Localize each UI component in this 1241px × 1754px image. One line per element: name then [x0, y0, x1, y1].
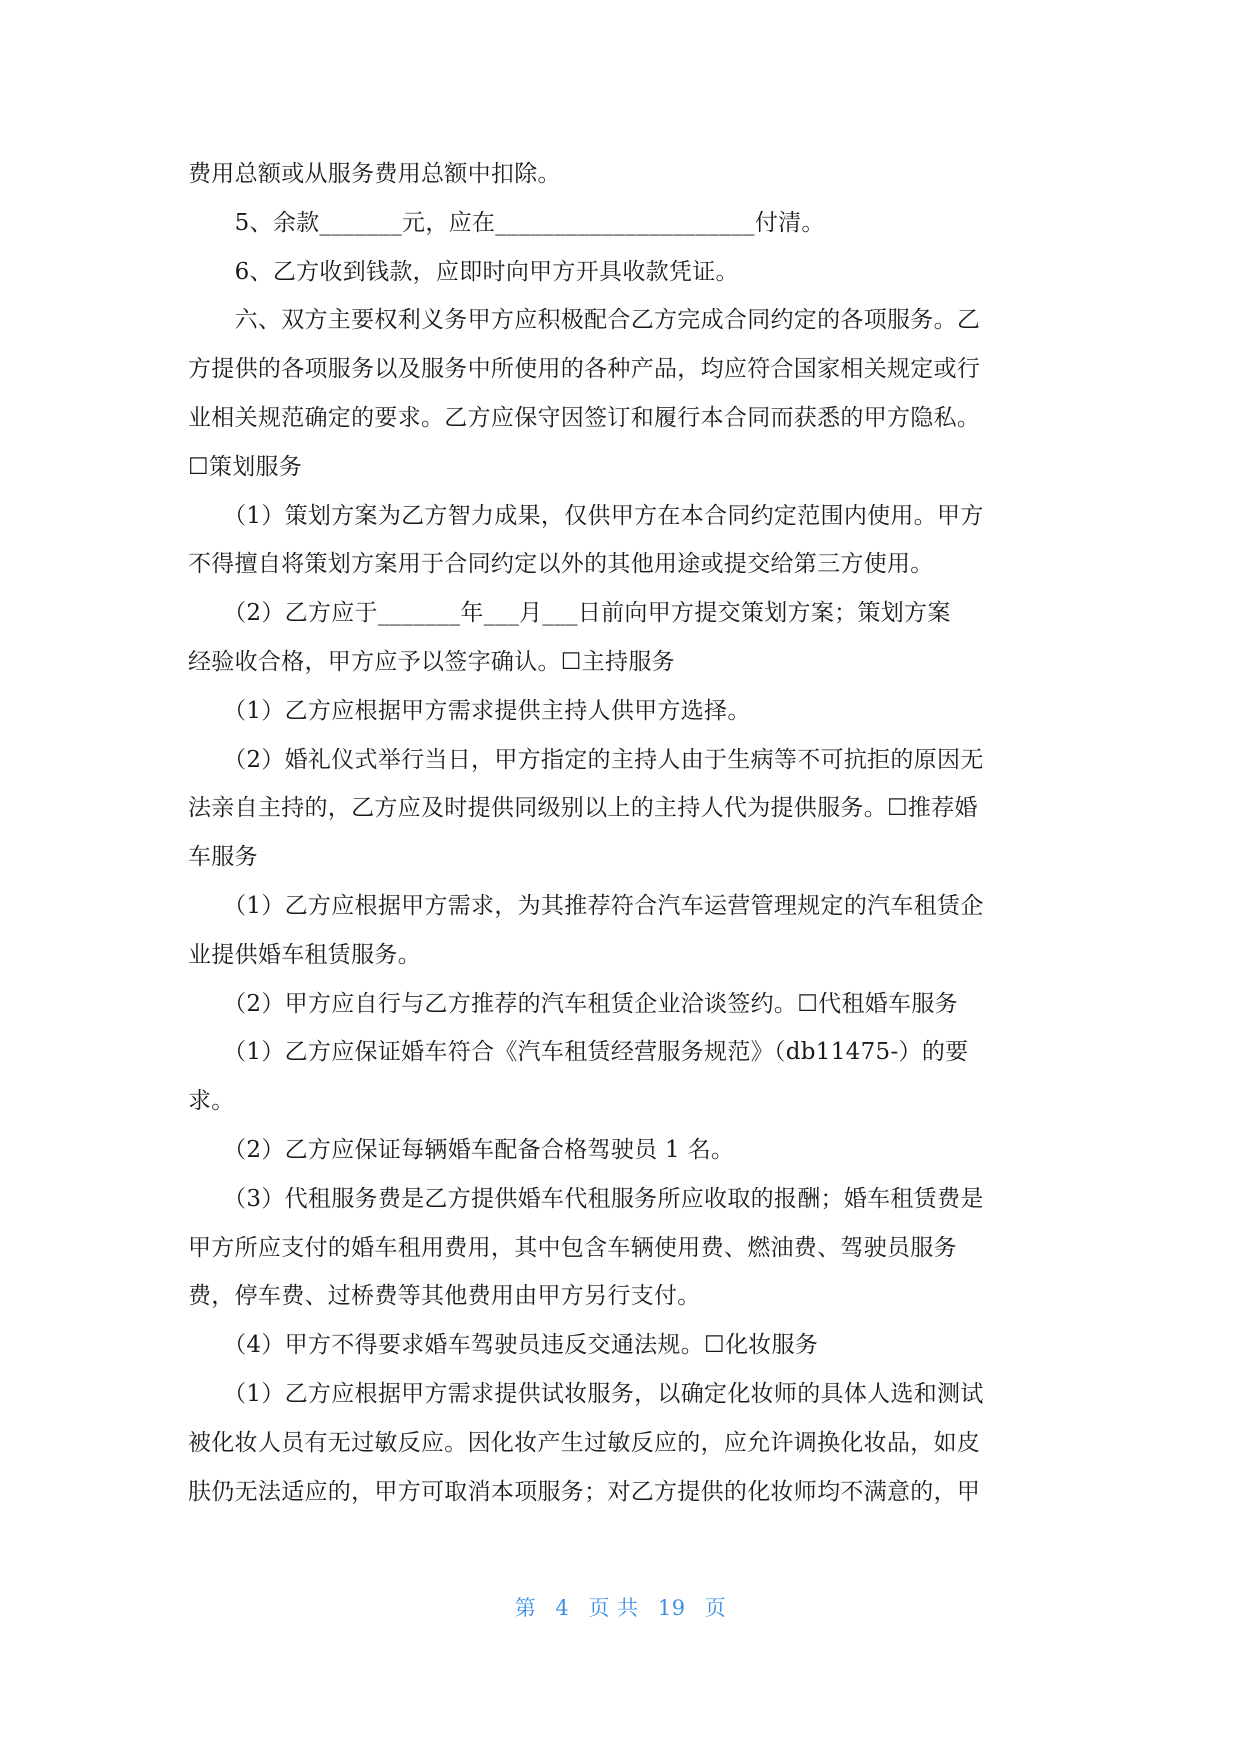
- text-line: 法亲自主持的，乙方应及时提供同级别以上的主持人代为提供服务。☐推荐婚: [188, 795, 978, 822]
- contract-body: [188, 150, 1054, 1516]
- text-line: （1）乙方应保证婚车符合《汽车租赁经营服务规范》（db11475-）的要: [188, 1039, 969, 1066]
- text-line: 费用总额或从服务费用总额中扣除。: [188, 161, 561, 187]
- footer-prefix: 第: [514, 1596, 537, 1620]
- text-line: 求。: [188, 1088, 235, 1115]
- text-line: （1）乙方应根据甲方需求提供试妆服务，以确定化妆师的具体人选和测试: [188, 1380, 984, 1407]
- text-line: 车服务: [188, 844, 258, 871]
- text-line: 甲方所应支付的婚车租用费用，其中包含车辆使用费、燃油费、驾驶员服务: [188, 1234, 957, 1261]
- text-line: 方提供的各项服务以及服务中所使用的各种产品，均应符合国家相关规定或行: [188, 356, 981, 383]
- text-line: （3）代租服务费是乙方提供婚车代租服务所应收取的报酬；婚车租赁费是: [188, 1185, 984, 1212]
- text-line: 6、乙方收到钱款，应即时向甲方开具收款凭证。: [188, 258, 739, 285]
- footer-middle: 页 共: [588, 1596, 639, 1620]
- text-line: （2）婚礼仪式举行当日，甲方指定的主持人由于生病等不可抗拒的原因无: [188, 746, 984, 773]
- text-line: 六、双方主要权利义务甲方应积极配合乙方完成合同约定的各项服务。乙: [188, 307, 981, 334]
- text-line: （4）甲方不得要求婚车驾驶员违反交通法规。☐化妆服务: [188, 1332, 819, 1359]
- text-line: ☐策划服务: [188, 453, 303, 480]
- text-line: （2）乙方应保证每辆婚车配备合格驾驶员 1 名。: [188, 1136, 735, 1163]
- text-line: 业提供婚车租赁服务。: [188, 941, 421, 968]
- text-line: 被化妆人员有无过敏反应。因化妆产生过敏反应的，应允许调换化妆品，如皮: [188, 1429, 981, 1456]
- text-line: 5、余款_______元，应在______________________付清。: [188, 209, 825, 236]
- text-line: 不得擅自将策划方案用于合同约定以外的其他用途或提交给第三方使用。: [188, 551, 934, 578]
- text-line: （1）乙方应根据甲方需求，为其推荐符合汽车运营管理规定的汽车租赁企: [188, 892, 984, 919]
- footer-suffix: 页: [704, 1596, 727, 1620]
- text-line: （1）乙方应根据甲方需求提供主持人供甲方选择。: [188, 697, 751, 724]
- text-line: 费，停车费、过桥费等其他费用由甲方另行支付。: [188, 1283, 701, 1310]
- text-line: 肤仍无法适应的，甲方可取消本项服务；对乙方提供的化妆师均不满意的，甲: [188, 1478, 981, 1505]
- text-line: （2）甲方应自行与乙方推荐的汽车租赁企业洽谈签约。☐代租婚车服务: [188, 990, 958, 1017]
- page-number: 4: [555, 1596, 570, 1620]
- text-line: （2）乙方应于_______年___月___日前向甲方提交策划方案；策划方案: [188, 600, 951, 627]
- total-pages: 19: [657, 1596, 686, 1620]
- text-line: 业相关规范确定的要求。乙方应保守因签订和履行本合同而获悉的甲方隐私。: [188, 404, 981, 431]
- text-line: （1）策划方案为乙方智力成果，仅供甲方在本合同约定范围内使用。甲方: [188, 502, 984, 529]
- page-footer: [0, 1592, 1241, 1622]
- text-line: 经验收合格，甲方应予以签字确认。☐主持服务: [188, 648, 675, 675]
